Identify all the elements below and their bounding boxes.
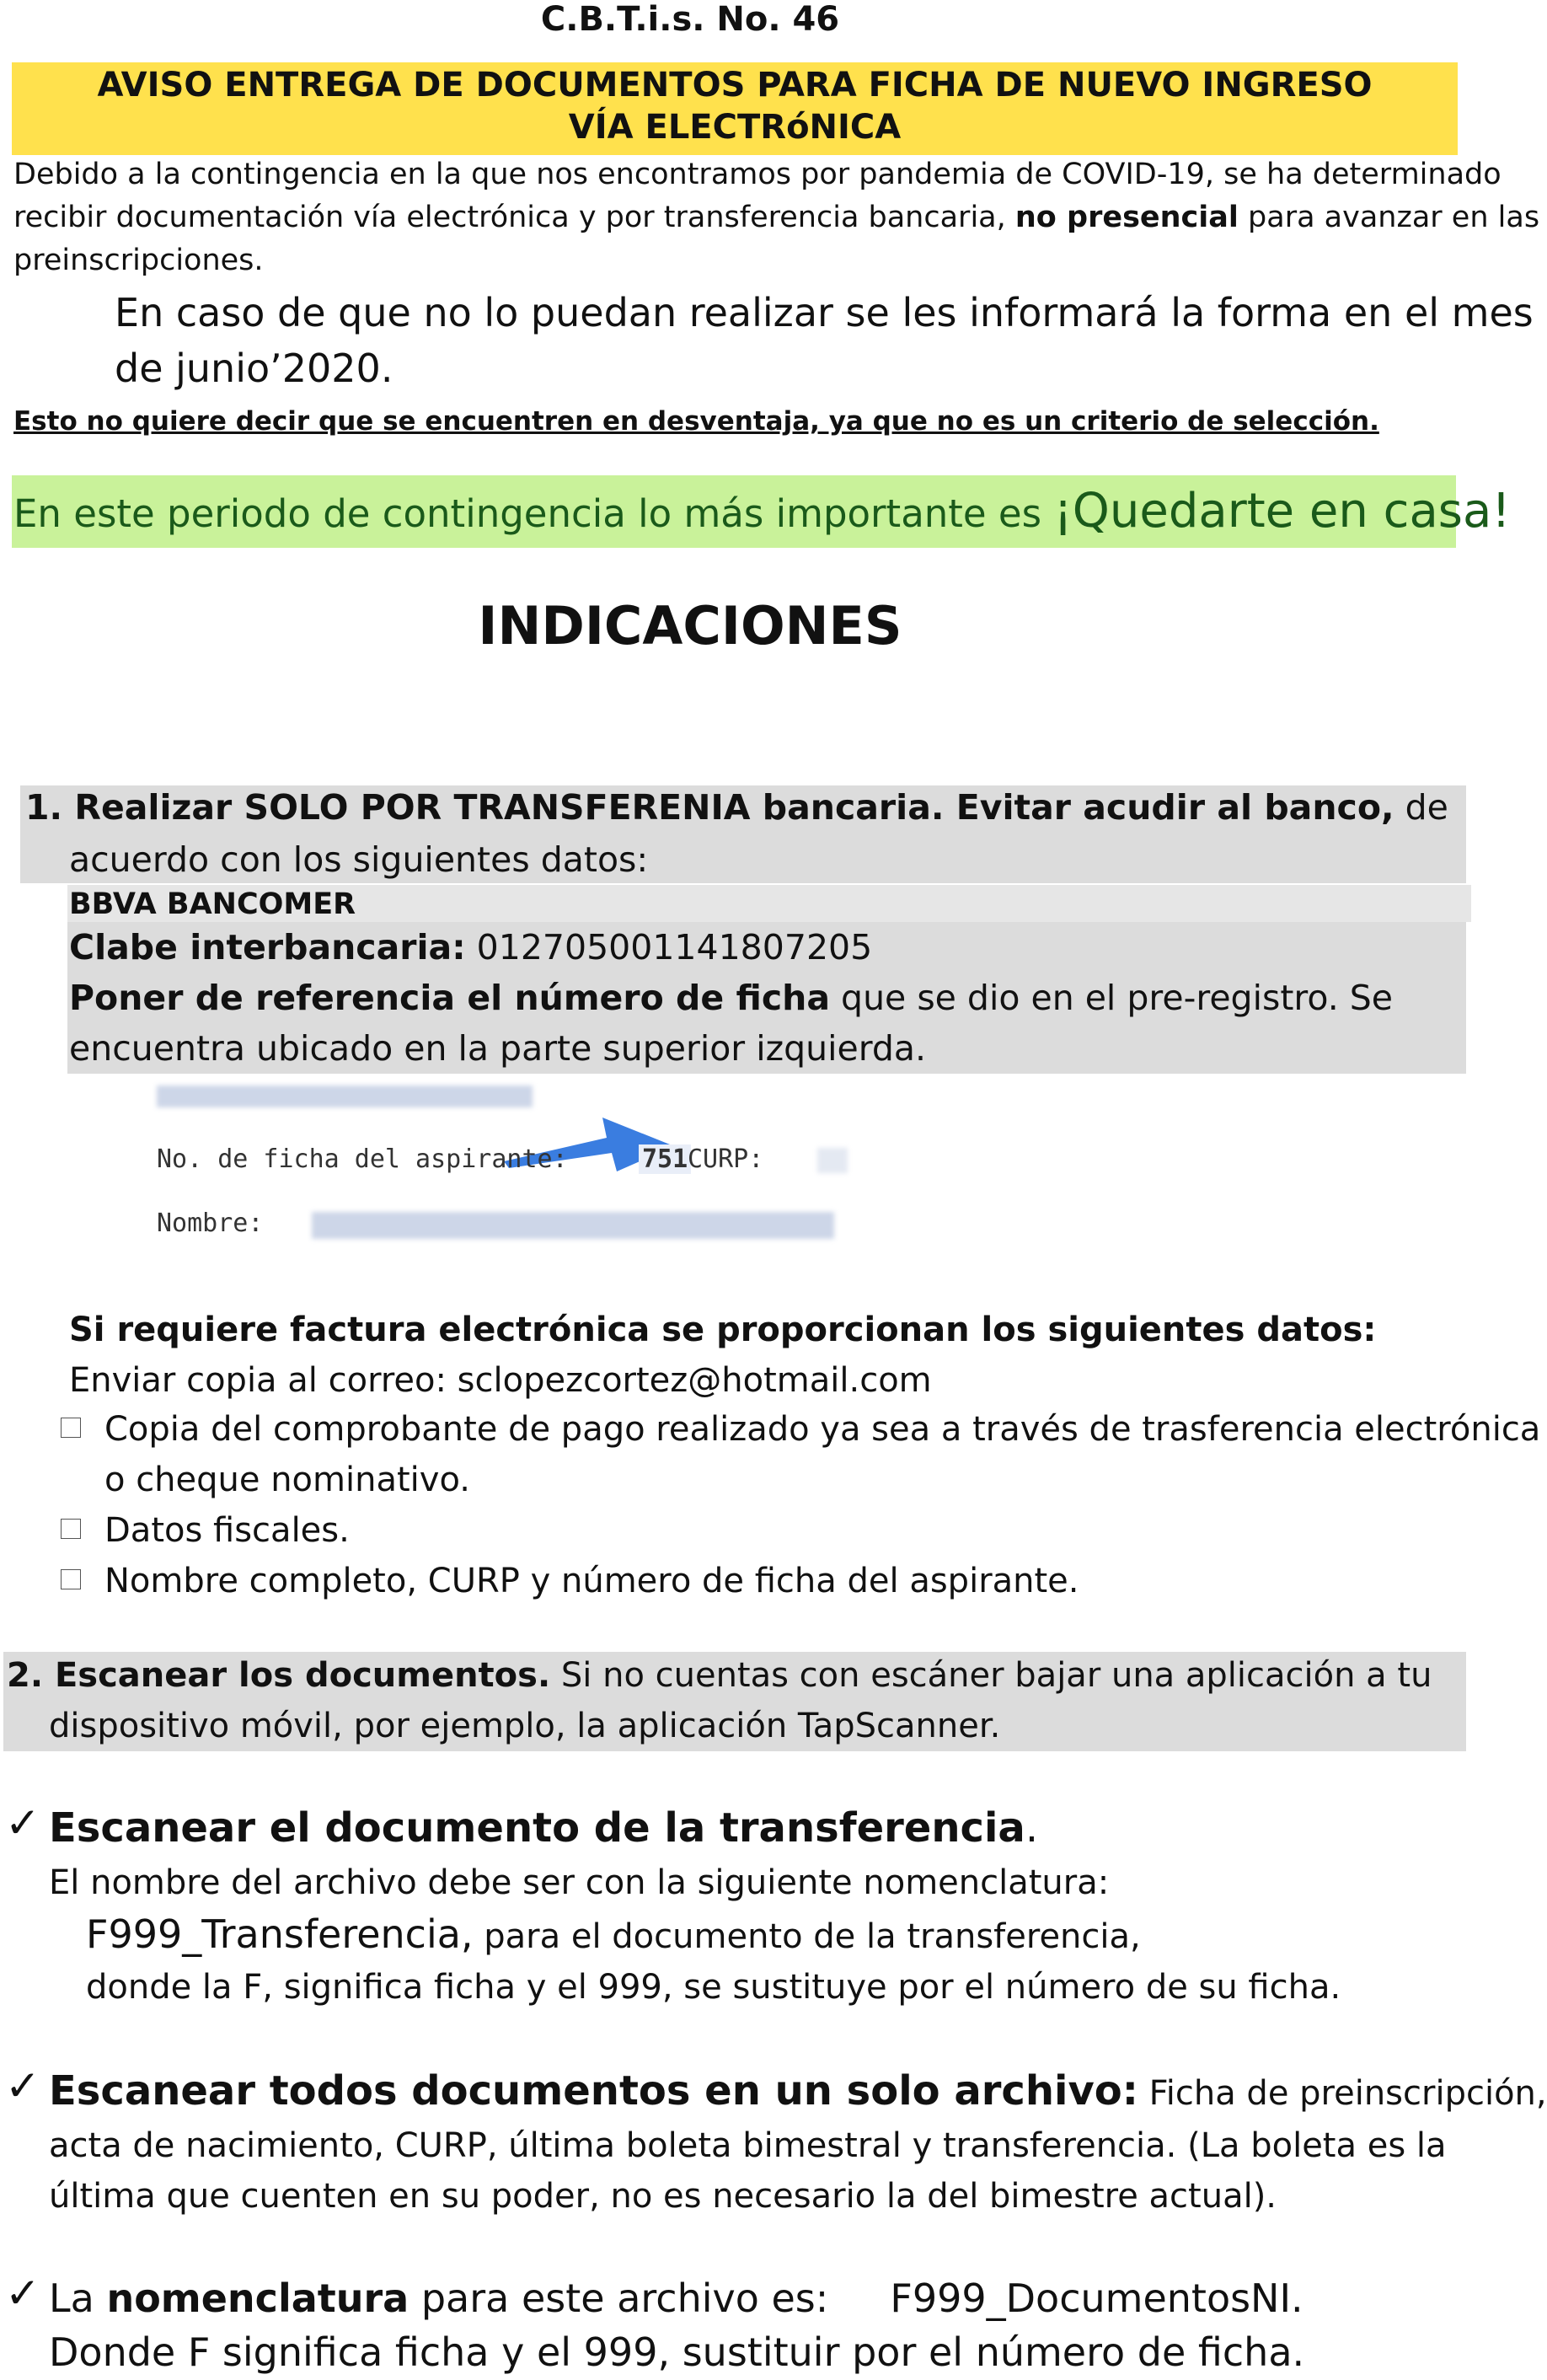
factura-email: Enviar copia al correo: sclopezcortez@hotmail.com (69, 1361, 932, 1400)
intro-bold: no presencial (1014, 201, 1239, 234)
check1-filename: F999_Transferencia, (86, 1911, 474, 1957)
factura-item-2: Datos fiscales. (104, 1511, 350, 1550)
clabe-line (69, 922, 872, 973)
blurred-name (312, 1212, 834, 1239)
factura-item-1-cont: o cheque nominativo. (104, 1461, 470, 1499)
check3-text-c: para este archivo es: F999_DocumentosNI. (409, 2275, 1303, 2321)
check1-line-1: El nombre del archivo debe ser con la siguiente nomenclatura: (49, 1863, 1110, 1902)
check1-line-2 (86, 1906, 1141, 1965)
factura-heading: Si requiere factura electrónica se proporcionan los siguientes datos: (69, 1311, 1377, 1349)
stay-home-lead: En este periodo de contingencia lo más importante es (13, 491, 1054, 536)
check1-filename-desc: para el documento de la transferencia, (473, 1917, 1141, 1956)
clabe-value: 012705001141807205 (465, 927, 873, 968)
reference-bold: Poner de referencia el número de ficha (69, 978, 831, 1018)
intro-line-1: Debido a la contingencia en la que nos encontramos por pandemia de COVID-19, se ha determinado (13, 158, 1502, 191)
ficha-screenshot (143, 1077, 851, 1254)
check1-heading (49, 1800, 1038, 1856)
ficha-label: No. de ficha del aspirante: (157, 1144, 568, 1174)
check3-line-2: Donde F significa ficha y el 999, sustituir por el número de ficha. (49, 2329, 1305, 2375)
step1-line-2: acuerdo con los siguientes datos: (69, 839, 649, 880)
intro-text: recibir documentación vía electrónica y por transferencia bancaria, (13, 201, 1015, 234)
check1-heading-dot: . (1025, 1804, 1039, 1852)
bank-name: BBVA BANCOMER (69, 887, 356, 921)
checkbox-icon (61, 1569, 81, 1589)
step2-bold: 2. Escanear los documentos. (7, 1656, 551, 1695)
check3-bold: nomenclatura (106, 2275, 410, 2321)
check-icon: ✓ (5, 2269, 40, 2318)
checkbox-icon (61, 1418, 81, 1438)
big-notice-line-2: de junio’2020. (115, 346, 393, 391)
page-title: C.B.T.i.s. No. 46 (540, 0, 840, 39)
factura-item-1: Copia del comprobante de pago realizado ya sea a través de trasferencia electrónica (104, 1410, 1541, 1449)
notice-line-1: AVISO ENTREGA DE DOCUMENTOS PARA FICHA DE NUEVO INGRESO (97, 66, 1373, 105)
blurred-curp (817, 1148, 848, 1173)
reference-rest: que se dio en el pre-registro. Se (830, 978, 1394, 1018)
check2-line-1 (49, 2063, 1547, 2121)
section-heading: INDICACIONES (478, 595, 902, 657)
check2-line-2: acta de nacimiento, CURP, última boleta bimestral y transferencia. (La boleta es la (49, 2126, 1447, 2165)
step2-line-1 (7, 1650, 1432, 1701)
disclaimer: Esto no quiere decir que se encuentren en desventaja, ya que no es un criterio de selección. (13, 406, 1379, 437)
ficha-value: 751 (639, 1144, 691, 1174)
stay-home-text (13, 484, 1511, 542)
big-notice-line-1: En caso de que no lo puedan realizar se les informará la forma en el mes (115, 290, 1534, 335)
intro-line-2 (13, 196, 1539, 239)
step2-line-2: dispositivo móvil, por ejemplo, la aplicación TapScanner. (49, 1707, 1001, 1745)
reference-line-2: encuentra ubicado en la parte superior izquierda. (69, 1028, 927, 1069)
step1-rest: de (1394, 787, 1448, 828)
step2-rest: Si no cuentas con escáner bajar una aplicación a tu (550, 1656, 1432, 1695)
nombre-label: Nombre: (157, 1209, 264, 1238)
check2-rest: Ficha de preinscripción, (1138, 2074, 1547, 2113)
intro-line-3: preinscripciones. (13, 244, 264, 277)
step1-line-1 (25, 782, 1448, 833)
blurred-date (157, 1085, 533, 1107)
reference-line-1 (69, 973, 1393, 1023)
checkbox-icon (61, 1519, 81, 1539)
curp-label: CURP: (688, 1144, 764, 1174)
clabe-label: Clabe interbancaria: (69, 927, 466, 968)
stay-home-emphasis: ¡Quedarte en casa! (1053, 484, 1511, 539)
check1-line-3: donde la F, significa ficha y el 999, se sustituye por el número de su ficha. (86, 1968, 1341, 2007)
factura-item-3: Nombre completo, CURP y número de ficha del aspirante. (104, 1562, 1079, 1600)
check3-line-1 (49, 2270, 1303, 2326)
check1-heading-text: Escanear el documento de la transferencia (49, 1804, 1025, 1852)
check-icon: ✓ (5, 2061, 40, 2110)
check2-line-3: última que cuenten en su poder, no es necesario la del bimestre actual). (49, 2177, 1277, 2216)
notice-banner (12, 62, 1458, 155)
check-icon: ✓ (5, 1798, 40, 1847)
check3-text-a: La (49, 2275, 107, 2321)
step1-bold: 1. Realizar SOLO POR TRANSFERENIA bancaria. Evitar acudir al banco, (25, 787, 1394, 828)
check2-heading: Escanear todos documentos en un solo archivo: (49, 2067, 1138, 2115)
intro-text-end: para avanzar en las (1238, 201, 1540, 234)
stay-home-banner (12, 475, 1511, 548)
notice-line-2: VÍA ELECTRóNICA (568, 108, 902, 147)
